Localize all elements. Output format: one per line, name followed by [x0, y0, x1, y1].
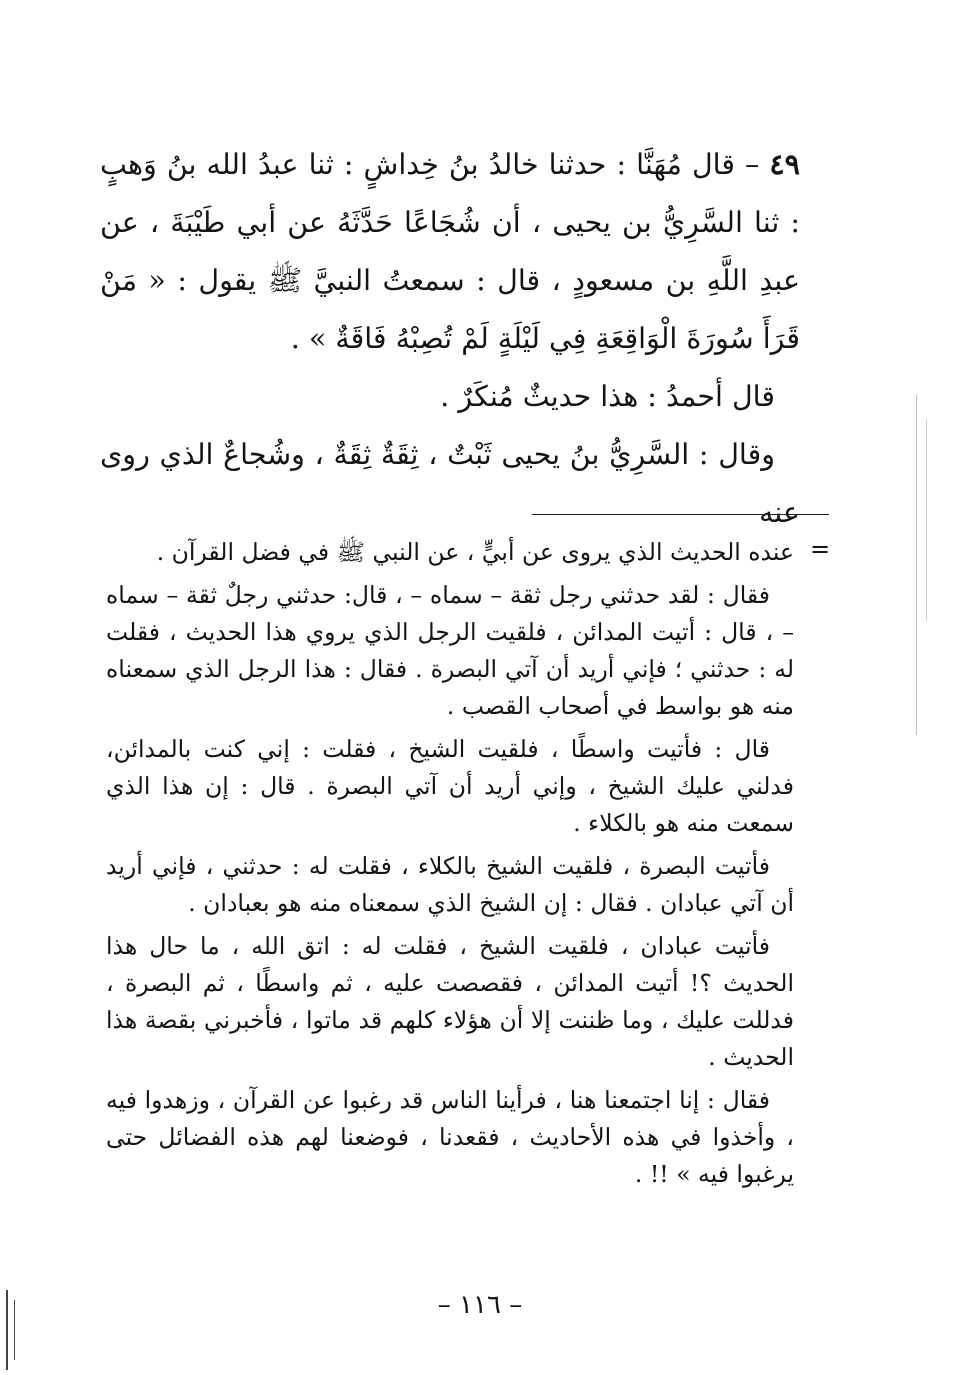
page-number: – ١١٦ – [437, 1290, 523, 1320]
hadith-number: ٤٩ [769, 147, 800, 181]
footnote-paragraph: فقال : لقد حدثني رجل ثقة – سماه – ، قال: حدثني رجلٌ ثقة – سماه – ، قال : أتيت المدائن ، فلقيت الرجل الذي يروي هذا الحديث ، فقلت له : حدثني ؛ فإني أريد أن آتي البصرة . فقال : هذا الرجل الذي سمعناه منه هو بواسط في أصحاب القصب . [106, 581, 794, 720]
narrator-comment: وقال : السَّرِيُّ بنُ يحيى ثَبْتٌ ، ثِقَةٌ ثِقَةٌ ، وشُجاعٌ الذي روى عنه [100, 438, 800, 529]
footnote-continuation-mark: = [810, 535, 831, 563]
footnote-paragraph: فقال : إنا اجتمعنا هنا ، فرأينا الناس قد رغبوا عن القرآن ، وزهدوا فيه ، وأخذوا في هذه الأحاديث ، فقعدنا ، فوضعنا لهم هذه الفضائل حتى يرغبوا فيه » !! . [106, 1086, 794, 1188]
footnote-paragraph: فأتيت البصرة ، فلقيت الشيخ بالكلاء ، فقلت له : حدثني ، فإني أريد أن آتي عبادان . فقال : إن الشيخ الذي سمعناه منه هو بعبادان . [106, 852, 794, 917]
scan-edge-mark [6, 1290, 8, 1370]
hadith-paragraph [100, 135, 800, 368]
scan-edge-mark [916, 395, 917, 735]
scan-edge-mark [14, 1300, 15, 1360]
hadith-text: – قال مُهَنَّا : حدثنا خالدُ بنُ خِداشٍ : ثنا عبدُ الله بنُ وَهبٍ : ثنا السَّرِيُّ بن يحيى ، أن شُجَاعًا حَدَّثَهُ عن أبي طَيْبَةَ ، عن عبدِ اللَّهِ بن مسعودٍ ، قال : سمعتُ النبيَّ ﷺ يقول : « مَنْ قَرَأَ سُورَةَ الْوَاقِعَةِ فِي لَيْلَةٍ لَمْ تُصِبْهُ فَاقَةٌ » . [100, 148, 800, 355]
scan-edge-mark [926, 420, 927, 620]
ahmad-verdict: قال أحمدُ : هذا حديثٌ مُنكَرٌ . [440, 380, 775, 413]
footnote-divider [532, 514, 829, 515]
footnote [106, 534, 794, 1199]
footnote-paragraph: عنده الحديث الذي يروى عن أبيٍّ ، عن النبي ﷺ في فضل القرآن . [156, 538, 794, 566]
footnote-paragraph: فأتيت عبادان ، فلقيت الشيخ ، فقلت له : اتق الله ، ما حال هذا الحديث ؟! أتيت المدائن ، فقصصت عليه ، ثم واسطًا ، ثم البصرة ، فدللت عليك ، وما ظننت إلا أن هؤلاء كلهم قد ماتوا ، فأخبرني بقصة هذا الحديث . [106, 932, 794, 1071]
main-text [100, 135, 800, 542]
footnote-paragraph: قال : فأتيت واسطًا ، فلقيت الشيخ ، فقلت : إني كنت بالمدائن، فدلني عليك الشيخ ، وإني أريد أن آتي البصرة . قال : إن هذا الذي سمعت منه هو بالكلاء . [106, 735, 794, 837]
